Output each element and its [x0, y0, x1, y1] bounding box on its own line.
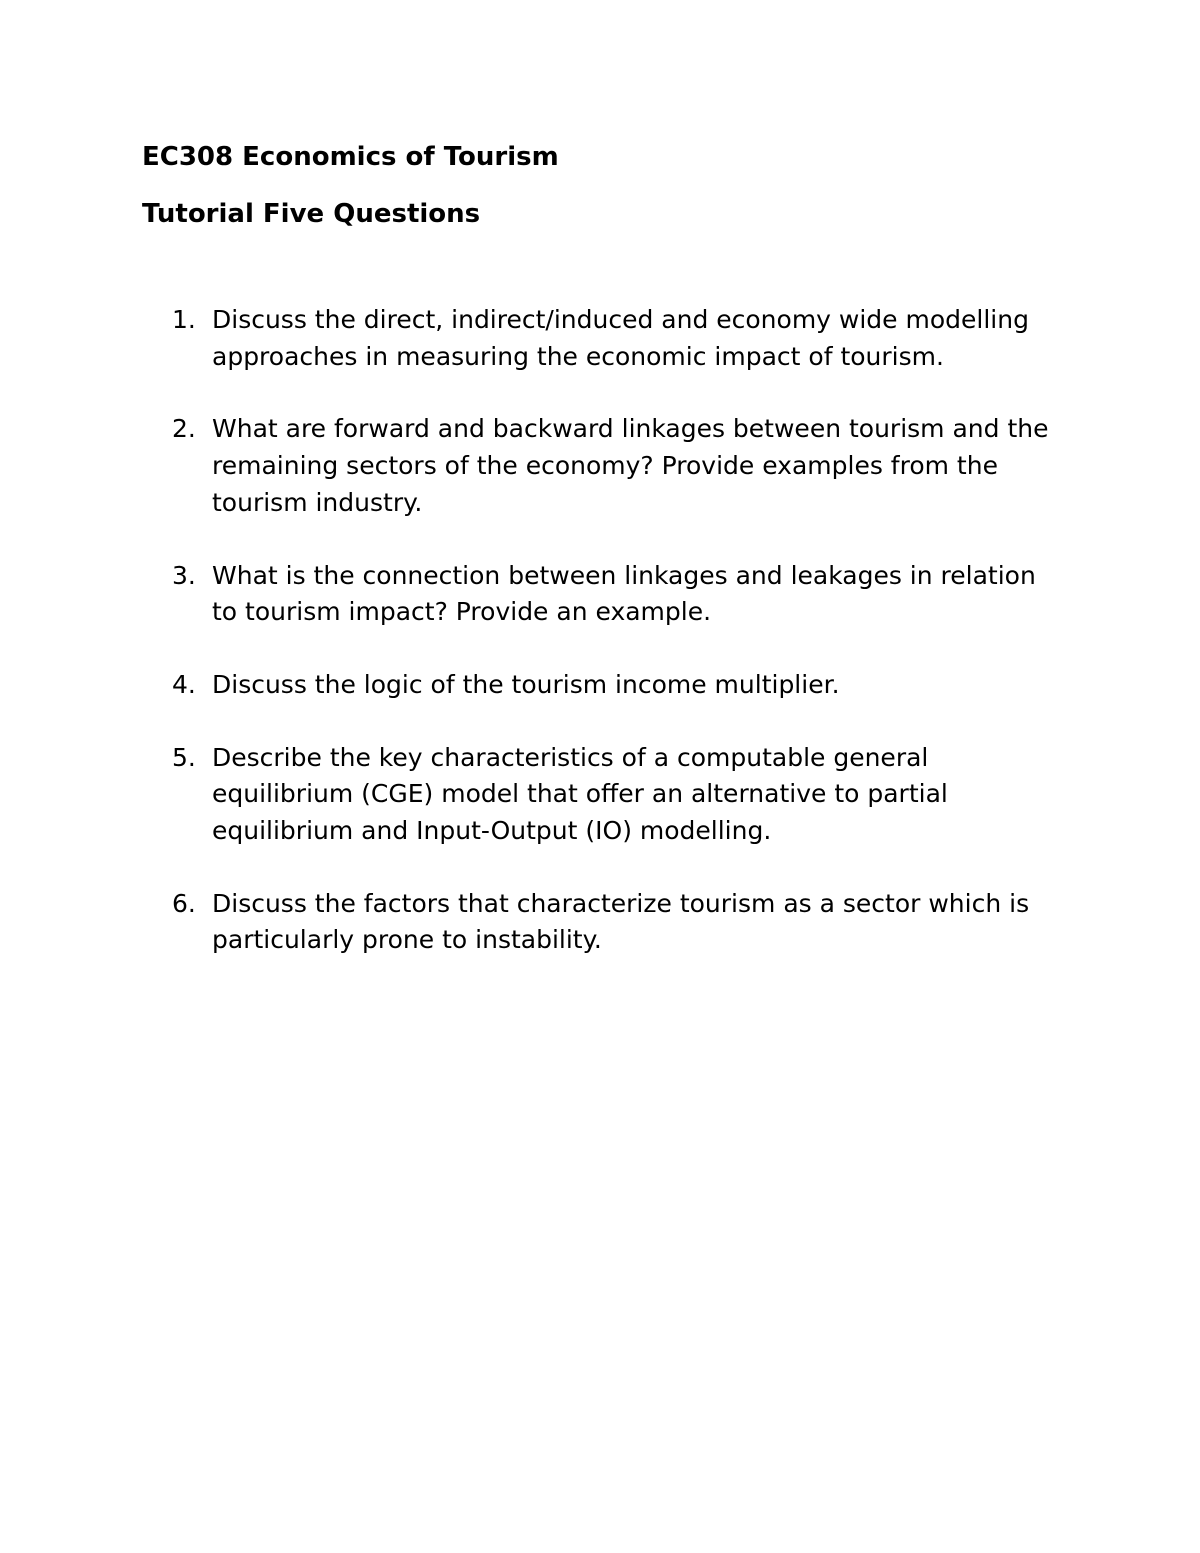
- question-list: [172, 302, 1052, 995]
- question-text: Discuss the factors that characterize tourism as a sector which is particularly prone to instability.: [212, 888, 1030, 955]
- question-text: What are forward and backward linkages between tourism and the remaining sectors of the economy? Provide examples from the tourism industry.: [212, 414, 1049, 517]
- question-text: Discuss the logic of the tourism income multiplier.: [212, 669, 840, 699]
- question-number: 1.: [172, 305, 196, 334]
- question-text: Describe the key characteristics of a computable general equilibrium (CGE) model that offer an alternative to partial equilibrium and Input-Output (IO) modelling.: [212, 742, 948, 846]
- question-text: Discuss the direct, indirect/induced and economy wide modelling approaches in measuring the economic impact of tourism.: [212, 305, 1029, 371]
- question-item: [172, 667, 1052, 704]
- question-item: [172, 411, 1052, 521]
- question-text: What is the connection between linkages and leakages in relation to tourism impact? Provide an example.: [212, 560, 1036, 627]
- question-number: 4.: [172, 669, 196, 699]
- course-title: EC308 Economics of Tourism: [142, 142, 559, 172]
- question-item: [172, 740, 1052, 850]
- question-number: 6.: [172, 888, 196, 918]
- question-item: [172, 886, 1052, 959]
- question-item: [172, 558, 1052, 631]
- question-item: [172, 302, 1052, 375]
- question-number: 5.: [172, 742, 196, 772]
- document-subtitle: Tutorial Five Questions: [142, 199, 481, 229]
- question-number: 3.: [172, 560, 196, 590]
- question-number: 2.: [172, 414, 196, 444]
